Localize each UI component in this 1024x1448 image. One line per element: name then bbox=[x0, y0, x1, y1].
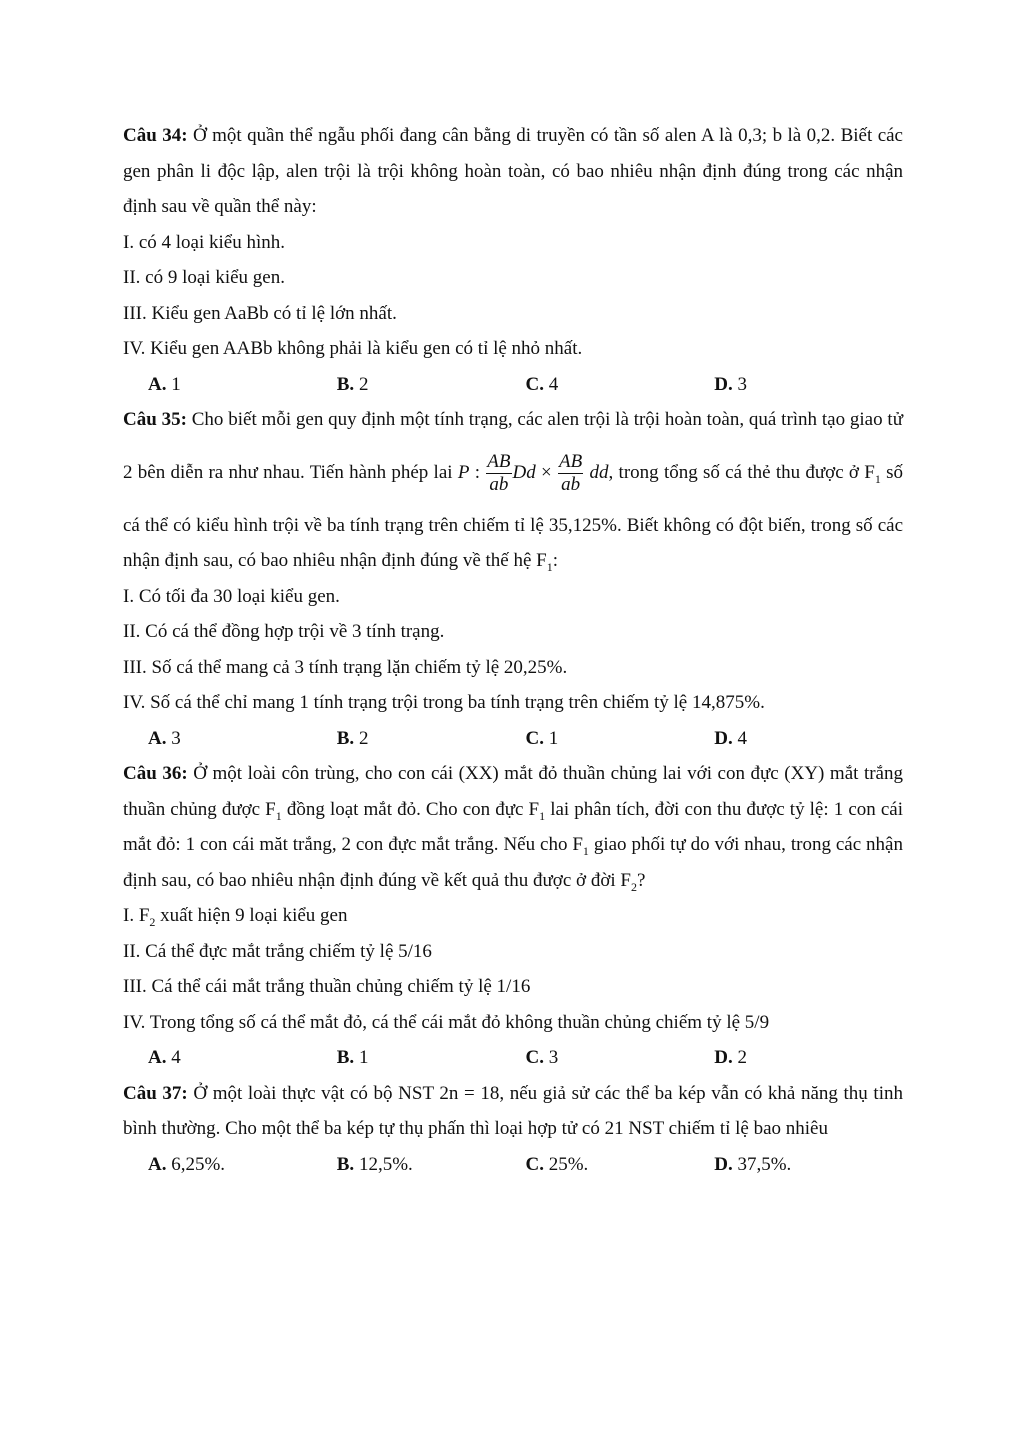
question-label: Câu 36: bbox=[123, 763, 188, 784]
statement-item: II. có 9 loại kiểu gen. bbox=[123, 267, 285, 288]
cross-equation: P : $\frac{AB}{ab}$ Dd × $\frac{AB}{ab}$ dd bbox=[457, 450, 609, 495]
statement-item: IV. Kiểu gen AABb không phải là kiểu gen có tỉ lệ nhỏ nhất. bbox=[123, 338, 583, 359]
answer-options bbox=[123, 1147, 903, 1183]
option-c[interactable]: C. 1 bbox=[525, 727, 559, 749]
question-34 bbox=[123, 118, 903, 402]
statement-item: III. Số cá thể mang cả 3 tính trạng lặn chiếm tỷ lệ 20,25%. bbox=[123, 656, 568, 678]
question-35-stem: Câu 35: Cho biết mỗi gen quy định một tính trạng, các alen trội là trội hoàn toàn, quá trình tạo giao tử 2 bên diễn ra như nhau. Tiến hành phép lai P : $\frac{AB}{ab}$ Dd × $\frac{AB}{ab}$ dd, trong tổng số cá thẻ thu được ở $F_1$ số cá thể có kiểu hình trội về ba tính trạng trên chiếm tỉ lệ 35,125%. Biết không có đột biến, trong số các nhận định sau, có bao nhiêu nhận định đúng về thế hệ $F_1$: bbox=[123, 409, 904, 574]
question-label: Câu 35: bbox=[123, 409, 187, 430]
question-label: Câu 37: bbox=[123, 1082, 188, 1104]
statement-item: II. Cá thể đực mắt trắng chiếm tỷ lệ 5/16 bbox=[123, 940, 432, 962]
question-34-stem: Câu 34: Ở một quần thể ngẫu phối đang cân bằng di truyền có tần số alen A là 0,3; b là 0,2. Biết các gen phân li độc lập, alen trội là trội không hoàn toàn, có bao nhiêu nhận định đúng trong các nhận định sau về quần thể này: bbox=[123, 125, 903, 217]
answer-options bbox=[123, 1040, 903, 1076]
option-a[interactable]: A. 1 bbox=[148, 373, 181, 395]
statement-item: IV. Số cá thể chỉ mang 1 tính trạng trội trong ba tính trạng trên chiếm tỷ lệ 14,875%. bbox=[123, 692, 765, 713]
option-b[interactable]: B. 2 bbox=[336, 373, 369, 395]
option-d[interactable]: D. 2 bbox=[714, 1047, 747, 1068]
statement-item: III. Kiểu gen AaBb có tỉ lệ lớn nhất. bbox=[123, 302, 397, 324]
answer-options bbox=[123, 721, 903, 757]
option-d[interactable]: D. 3 bbox=[714, 373, 747, 395]
question-37 bbox=[123, 1076, 903, 1183]
option-d[interactable]: D. 4 bbox=[714, 727, 747, 749]
statement-item: I. $F_2$ xuất hiện 9 loại kiểu gen bbox=[123, 905, 348, 929]
option-a[interactable]: A. 6,25%. bbox=[148, 1153, 226, 1175]
question-36-stem: Câu 36: Ở một loài côn trùng, cho con cái (XX) mắt đỏ thuần chủng lai với con đực (XY) mắt trắng thuần chủng được $F_1$ đồng loạt mắt đỏ. Cho con đực $F_1$ lai phân tích, đời con thu được tỷ lệ: 1 con cái mắt đỏ: 1 con cái măt trắng, 2 con đực mắt trắng. Nếu cho $F_1$ giao phối tự do với nhau, trong các nhận định sau, có bao nhiêu nhận định đúng về kết quả thu được ở đời $F_2$? bbox=[123, 763, 903, 894]
question-label: Câu 34: bbox=[123, 125, 188, 146]
option-c[interactable]: C. 25%. bbox=[525, 1153, 589, 1175]
option-a[interactable]: A. 3 bbox=[148, 727, 181, 749]
statement-item: IV. Trong tổng số cá thể mắt đỏ, cá thể cái mắt đỏ không thuần chủng chiếm tỷ lệ 5/9 bbox=[123, 1011, 770, 1033]
option-b[interactable]: B. 12,5%. bbox=[336, 1153, 413, 1175]
option-b[interactable]: B. 1 bbox=[336, 1047, 369, 1068]
option-c[interactable]: C. 4 bbox=[525, 373, 559, 395]
statement-item: III. Cá thể cái mắt trắng thuần chủng chiếm tỷ lệ 1/16 bbox=[123, 976, 531, 997]
statement-item: I. có 4 loại kiểu hình. bbox=[123, 231, 285, 253]
statement-item: I. Có tối đa 30 loại kiểu gen. bbox=[123, 585, 340, 607]
option-b[interactable]: B. 2 bbox=[336, 727, 369, 749]
option-c[interactable]: C. 3 bbox=[525, 1047, 559, 1068]
answer-options bbox=[123, 367, 903, 403]
fraction: $\frac{AB}{ab}$ bbox=[559, 450, 583, 495]
option-a[interactable]: A. 4 bbox=[148, 1047, 181, 1068]
statement-item: II. Có cá thể đồng hợp trội về 3 tính trạng. bbox=[123, 621, 445, 642]
question-37-stem: Câu 37: Ở một loài thực vật có bộ NST 2n = 18, nếu giả sử các thể ba kép vẫn có khả năng thụ tinh bình thường. Cho một thể ba kép tự thụ phấn thì loại hợp tử có 21 NST chiếm tỉ lệ bao nhiêu bbox=[123, 1082, 903, 1139]
question-36 bbox=[123, 756, 903, 1076]
exam-page bbox=[123, 118, 903, 1182]
option-d[interactable]: D. 37,5%. bbox=[714, 1153, 792, 1175]
fraction: $\frac{AB}{ab}$ bbox=[487, 450, 511, 495]
question-35 bbox=[123, 402, 903, 756]
